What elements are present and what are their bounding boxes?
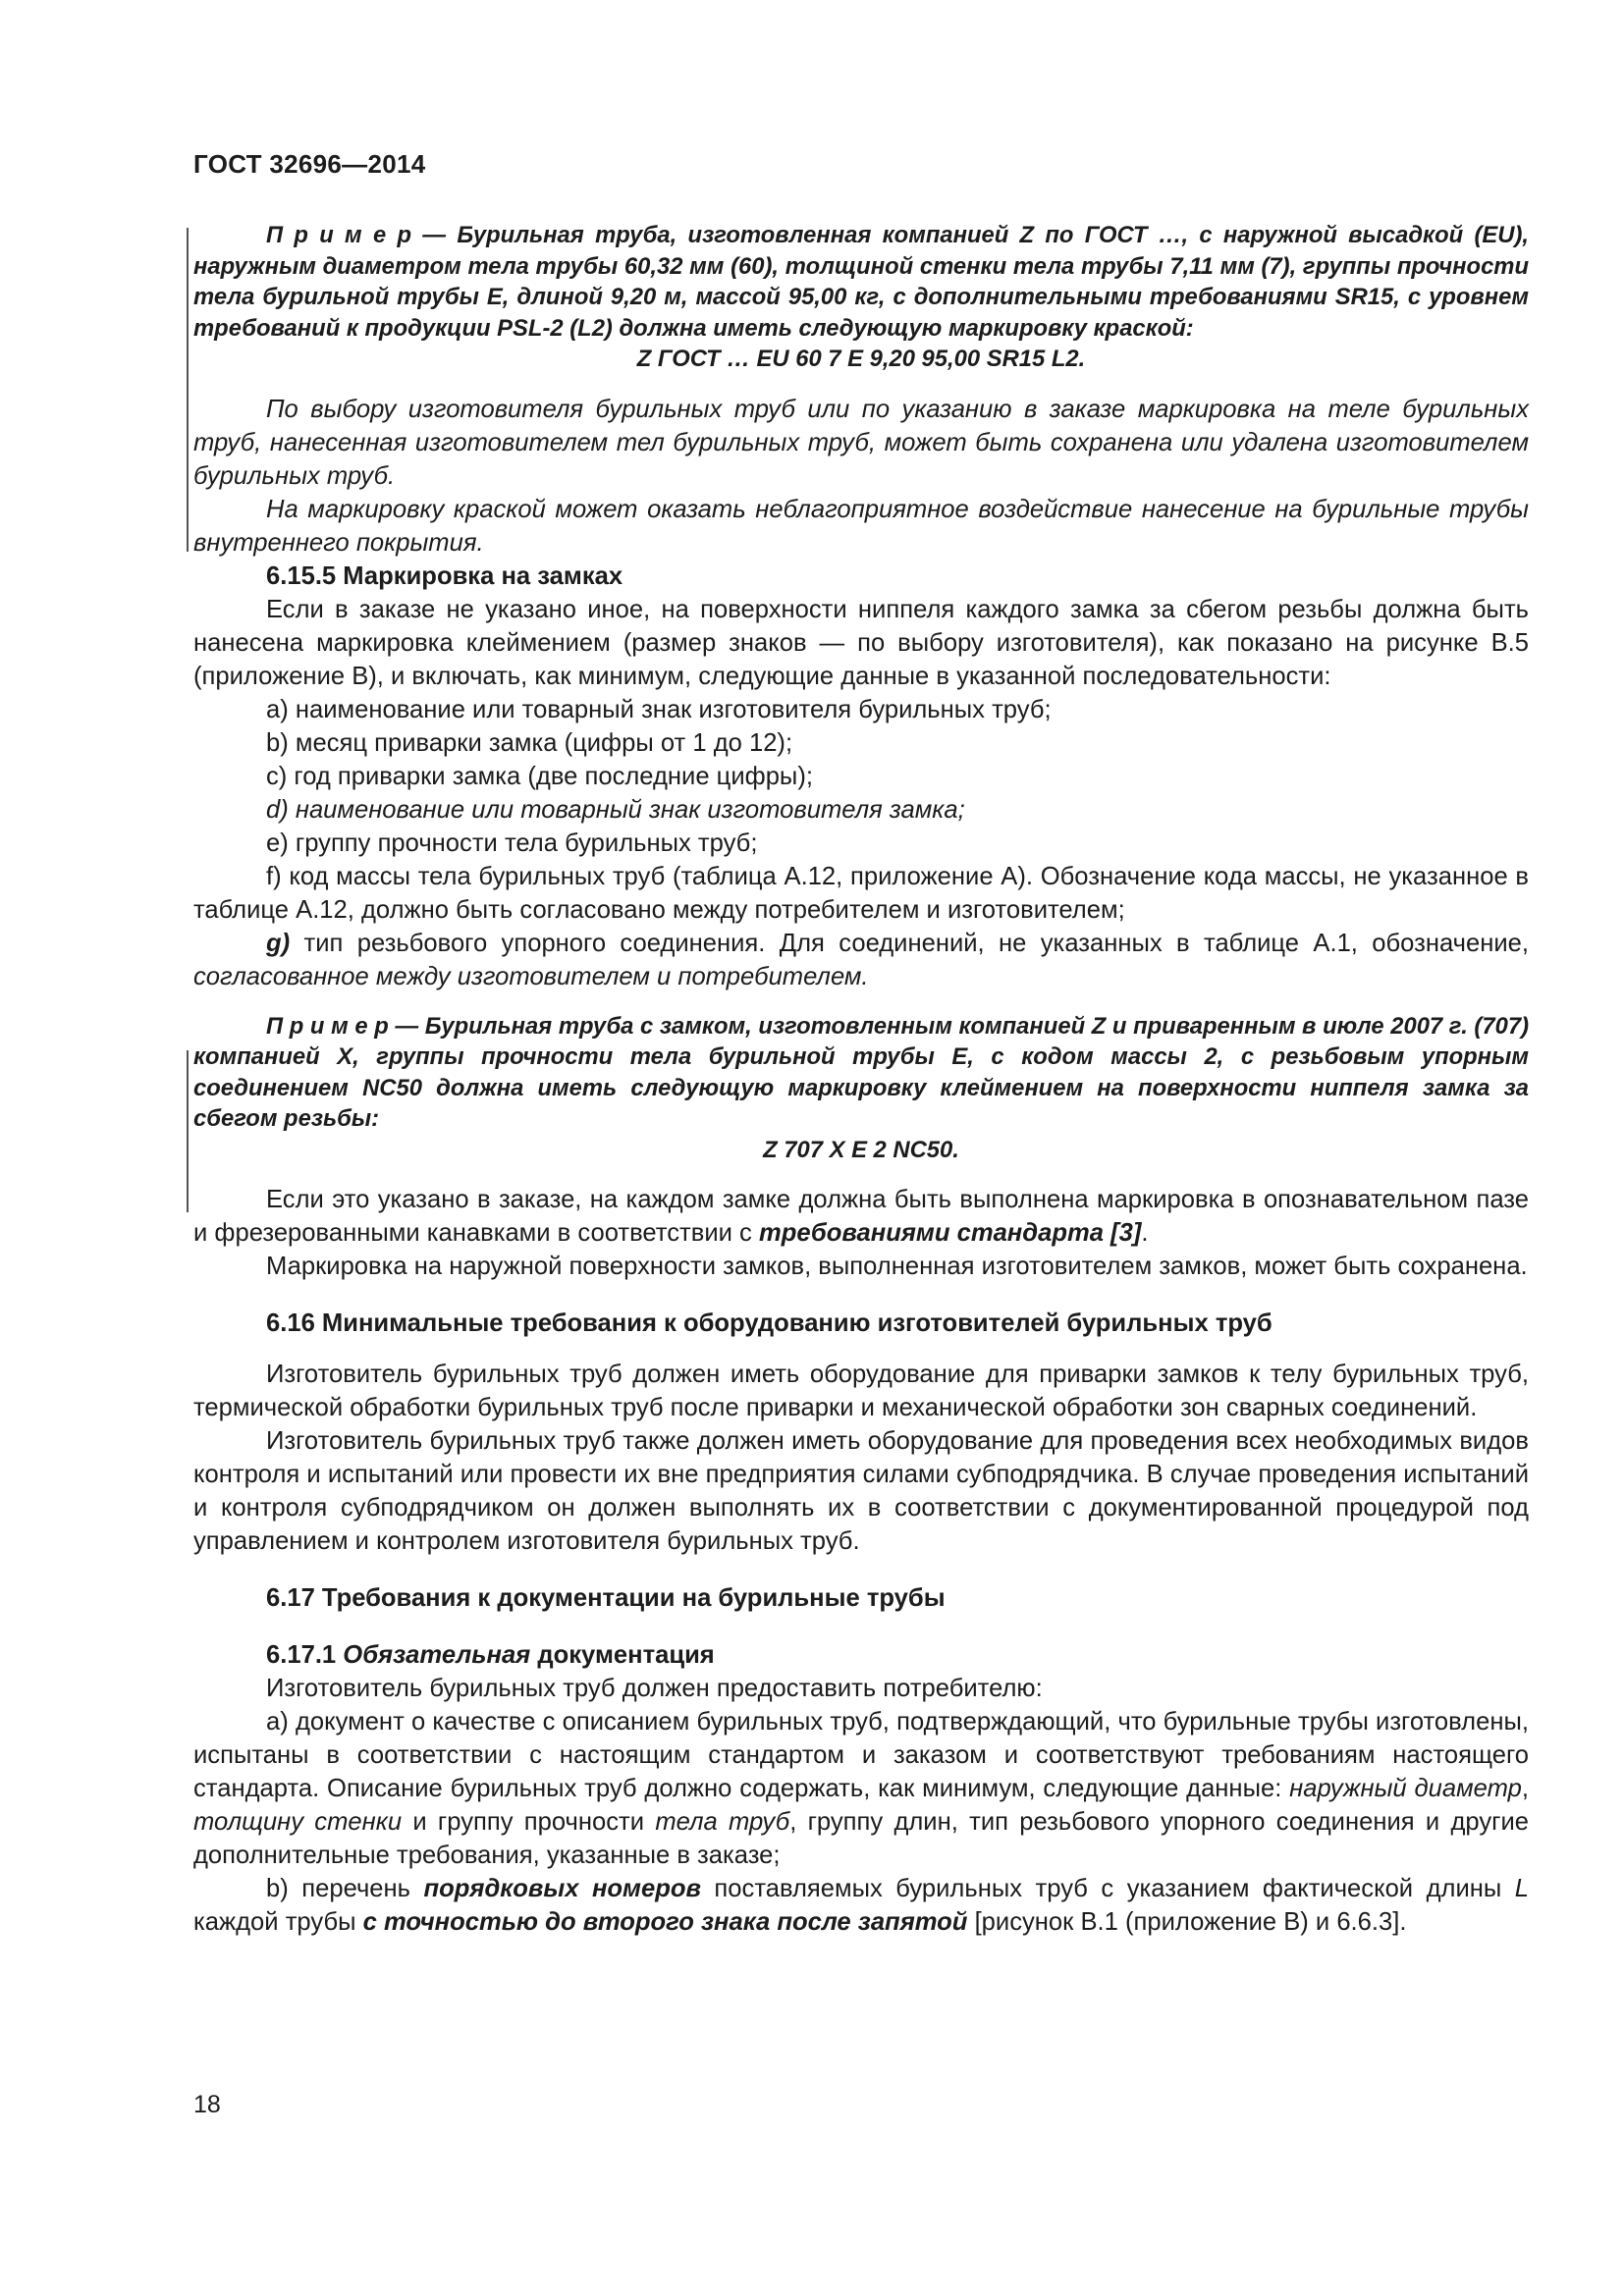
paragraph: По выбору изготовителя бурильных труб или по указанию в заказе маркировка на теле бурильных труб, нанесенная изготовителем тел бурильных труб, может быть сохранена или удалена изготовителем бурильных труб. — [193, 395, 1529, 490]
section-heading: 6.17 Требования к документации на бурильные трубы — [266, 1584, 946, 1612]
list-item: d) наименование или товарный знак изготовителя замка; — [266, 795, 965, 824]
list-item: g) тип резьбового упорного соединения. Для соединений, не указанных в таблице А.1, обозначение, согласованное между изготовителем и потребителем. — [193, 929, 1529, 990]
paragraph: Маркировка на наружной поверхности замков, выполненная изготовителем замков, может быть сохранена. — [266, 1253, 1528, 1280]
page-number: 18 — [193, 2091, 221, 2118]
paragraph: Если это указано в заказе, на каждом замке должна быть выполнена маркировка в опознавательном пазе и фрезерованными канавками в соответствии с требованиями стандарта [3]. — [193, 1186, 1529, 1247]
document-body — [193, 220, 1529, 1939]
paragraph: Изготовитель бурильных труб также должен иметь оборудование для проведения всех необходимых видов контроля и испытаний или провести их вне предприятия силами субподрядчика. В случае проведения испытаний и контроля субподрядчиком он должен выполнять их в соответствии с документированной процедурой под управлением и контролем изготовителя бурильных труб. — [193, 1427, 1529, 1555]
list-marker: g) — [266, 929, 291, 957]
example-marking: Z 707 X E 2 NC50. — [763, 1136, 959, 1163]
example-marking: Z ГОСТ … EU 60 7 E 9,20 95,00 SR15 L2. — [636, 346, 1086, 372]
paragraph: На маркировку краской может оказать неблагоприятное воздействие нанесение на бурильные трубы внутреннего покрытия. — [193, 495, 1529, 557]
list-item: a) наименование или товарный знак изготовителя бурильных труб; — [266, 695, 1052, 723]
list-item: f) код массы тела бурильных труб (таблица А.12, приложение А). Обозначение кода массы, не указанное в таблице А.12, должно быть согласовано между потребителем и изготовителем; — [193, 862, 1529, 924]
example-paragraph: П р и м е р — Бурильная труба с замком, изготовленным компанией Z и приваренным в июле 2007 г. (707) компанией X, группы прочности тела бурильной трубы E, с кодом массы 2, с резьбовым упорным соединением NC50 должна иметь следующую маркировку клеймением на поверхности ниппеля замка за сбегом резьбы: — [193, 1012, 1529, 1132]
list-item: e) группу прочности тела бурильных труб; — [266, 828, 758, 857]
section-heading: 6.16 Минимальные требования к оборудованию изготовителей бурильных труб — [266, 1309, 1272, 1337]
paragraph: Изготовитель бурильных труб должен предоставить потребителю: — [266, 1675, 1043, 1702]
paragraph: Изготовитель бурильных труб должен иметь оборудование для приварки замков к телу бурильных труб, термической обработки бурильных труб после приварки и механической обработки зон сварных соединений. — [193, 1361, 1529, 1421]
list-item: c) год приварки замка (две последние цифры); — [266, 762, 813, 790]
document-header: ГОСТ 32696—2014 — [193, 149, 426, 179]
paragraph: Если в заказе не указано иное, на поверхности ниппеля каждого замка за сбегом резьбы должна быть нанесена маркировка клеймением (размер знаков — по выбору изготовителя), как показано на рисунке B.5 (приложение B), и включать, как минимум, следующие данные в указанной последовательности: — [193, 595, 1529, 690]
change-bar — [187, 1050, 189, 1212]
example-paragraph: П р и м е р — Бурильная труба, изготовленная компанией Z по ГОСТ …, с наружной высадкой (EU), наружным диаметром тела трубы 60,32 мм (60), толщиной стенки тела трубы 7,11 мм (7), группы прочности тела бурильной трубы E, длиной 9,20 м, массой 95,00 кг, с дополнительными требованиями SR15, с уровнем требований к продукции PSL-2 (L2) должна иметь следующую маркировку краской: — [193, 222, 1529, 342]
change-bar — [187, 228, 189, 552]
list-item: b) перечень порядковых номеров поставляемых бурильных труб с указанием фактической длины L каждой трубы с точностью до второго знака после запятой [рисунок B.1 (приложение B) и 6.6.3]. — [193, 1875, 1530, 1936]
list-item: b) месяц приварки замка (цифры от 1 до 12); — [266, 728, 793, 757]
list-item: a) документ о качестве с описанием бурильных труб, подтверждающий, что бурильные трубы изготовлены, испытаны в соответствии с настоящим стандартом и заказом и соответствуют требованиям настоящего стандарта. Описание бурильных труб должно содержать, как минимум, следующие данные: наружный диаметр, толщину стенки и группу прочности тела труб, группу длин, тип резьбового упорного соединения и другие дополнительные требования, указанные в заказе; — [193, 1708, 1530, 1869]
subsection-heading: 6.17.1 Обязательная документация — [266, 1641, 715, 1669]
section-heading: 6.15.5 Маркировка на замках — [266, 561, 623, 590]
